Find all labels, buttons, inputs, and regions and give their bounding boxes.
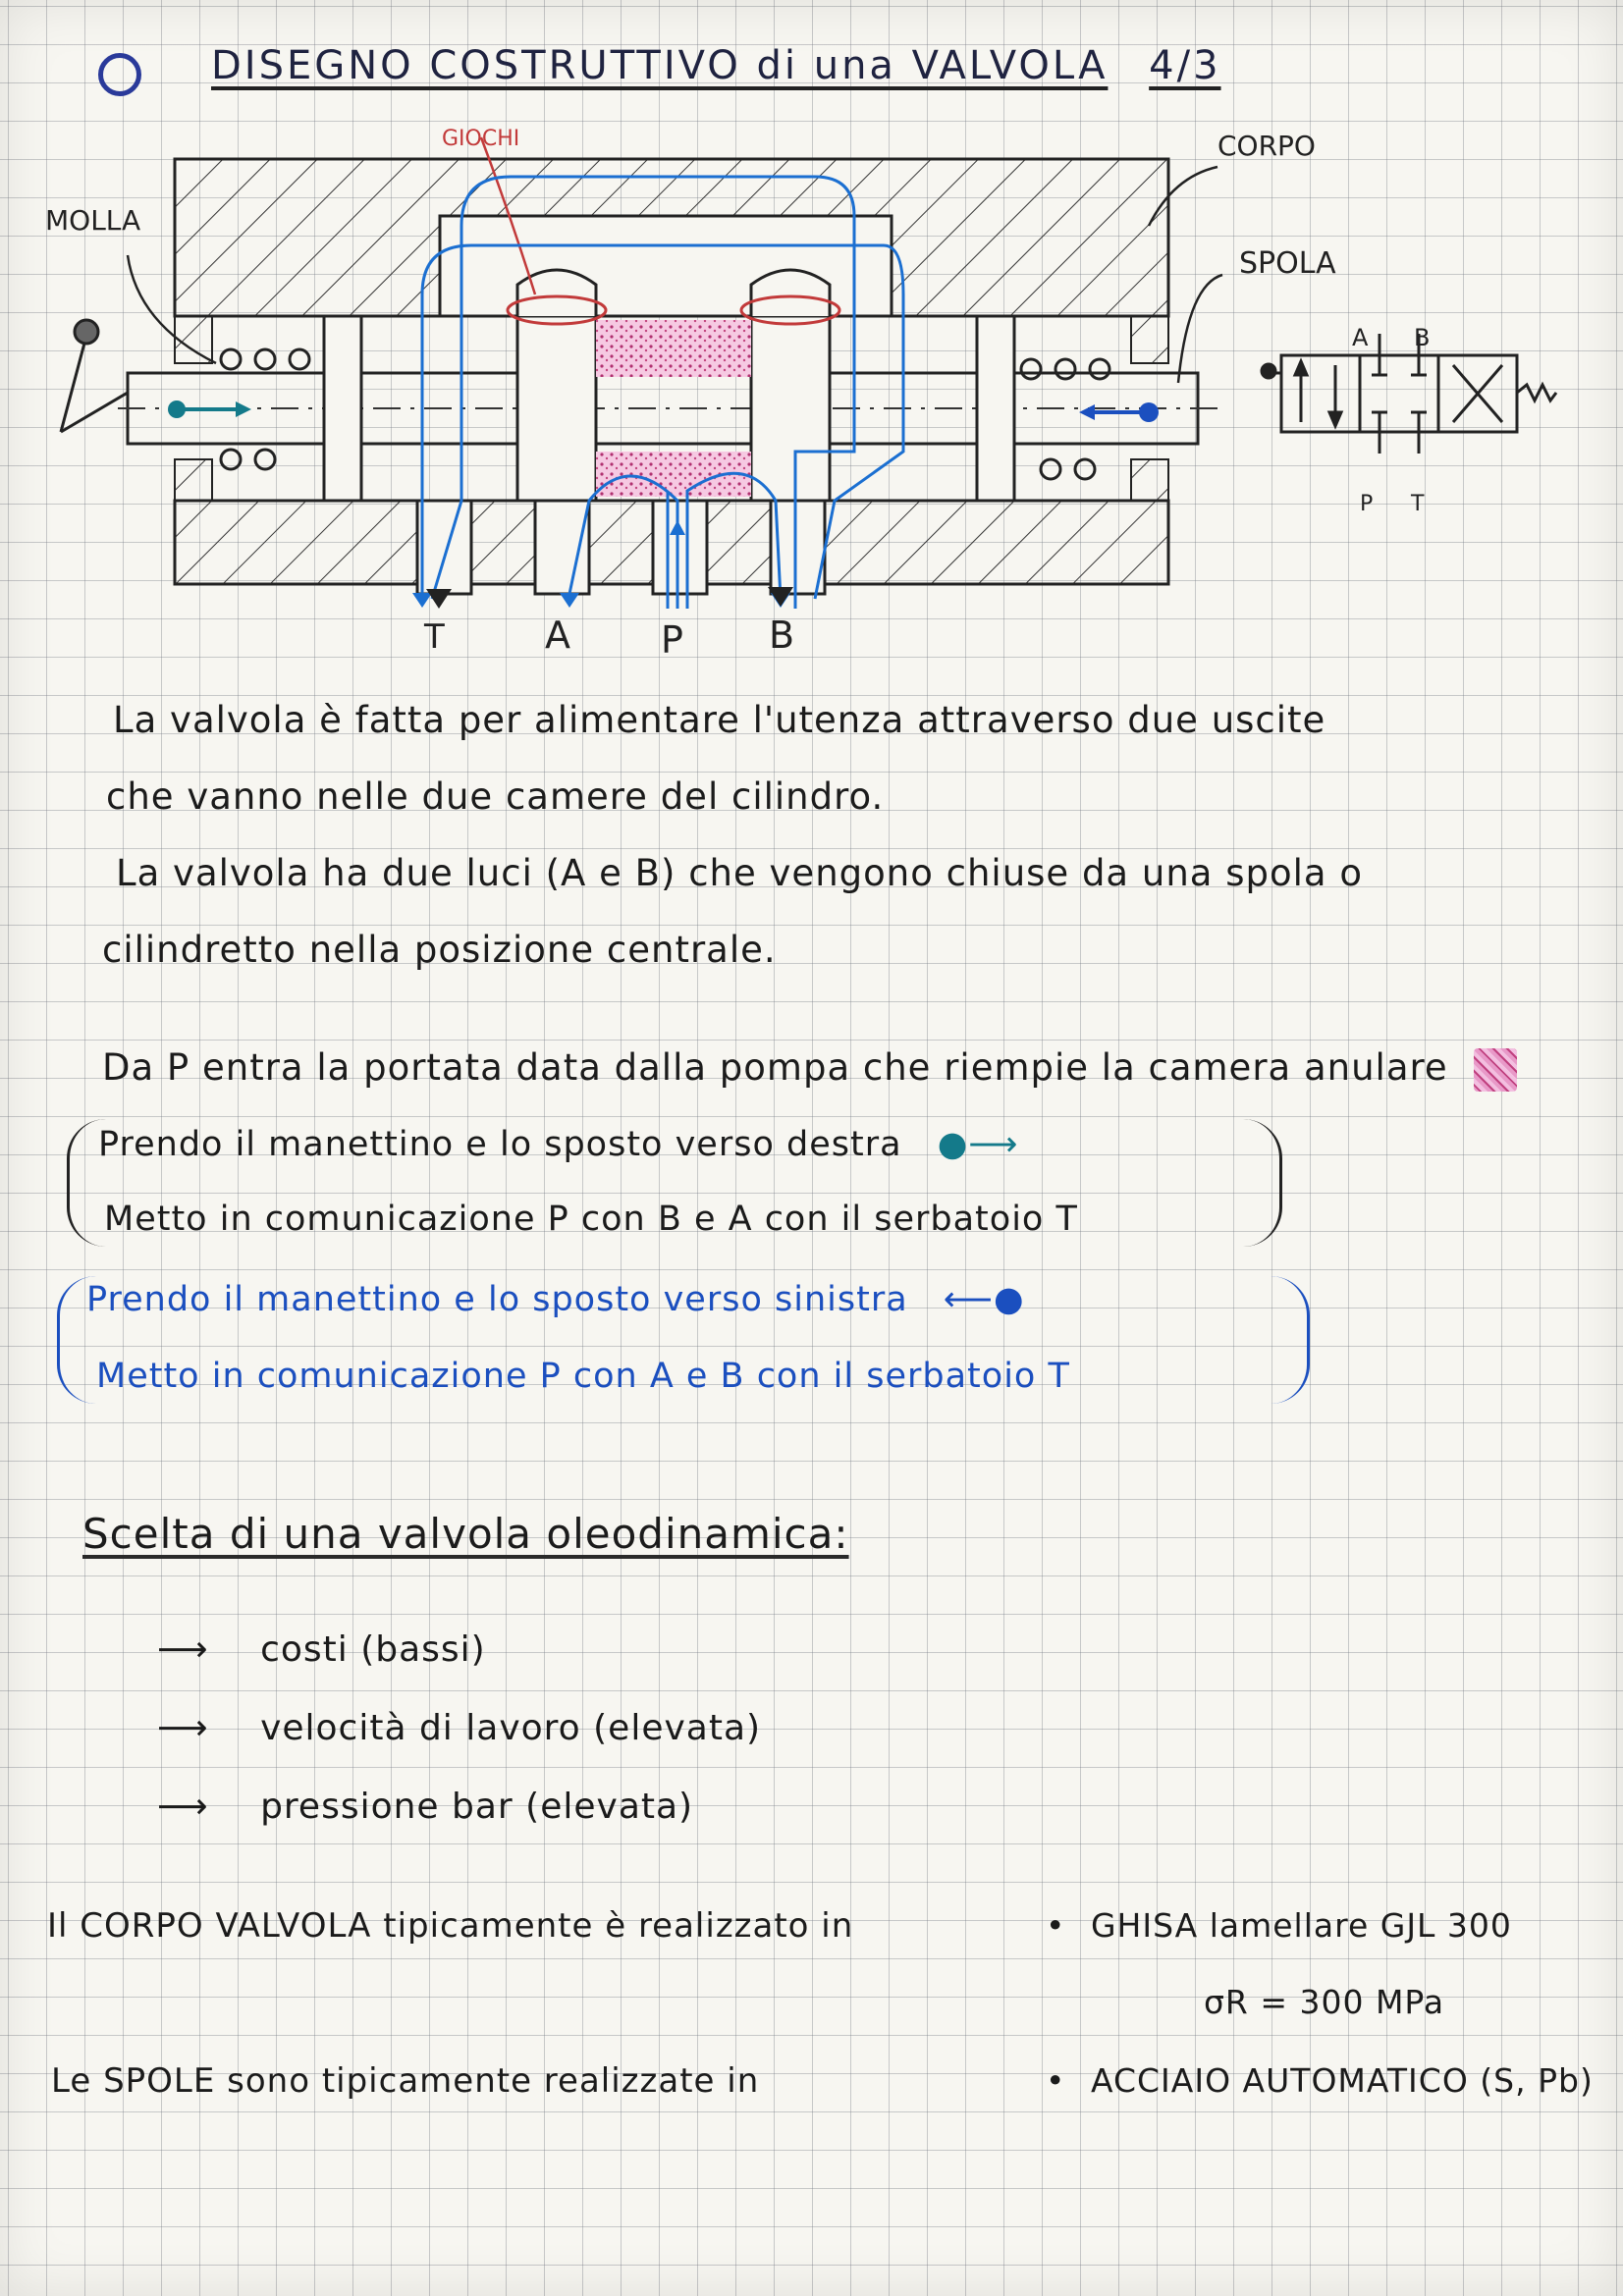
annular-chamber-top bbox=[596, 320, 751, 377]
label-corpo: CORPO bbox=[1217, 130, 1316, 162]
leader-spola bbox=[1178, 275, 1222, 383]
bullet-icon: • bbox=[1046, 2061, 1066, 2100]
iso-label-a: A bbox=[1352, 324, 1369, 351]
selection-item-2 bbox=[157, 1708, 761, 1748]
port-label-a: A bbox=[545, 614, 570, 657]
iso-label-t: T bbox=[1411, 492, 1425, 516]
selection-item-text: costi (bassi) bbox=[260, 1629, 486, 1670]
right-move-line-2: Metto in comunicazione P con B e A con il serbatoio T bbox=[104, 1200, 1078, 1239]
iso-label-b: B bbox=[1414, 324, 1431, 351]
land-cap-2 bbox=[751, 270, 830, 316]
spool-material-value bbox=[1046, 2061, 1594, 2100]
selection-item-text: velocità di lavoro (elevata) bbox=[260, 1708, 762, 1748]
flow-arrowheads-dark bbox=[426, 587, 793, 609]
paragraph-2-line-2: cilindretto nella posizione centrale. bbox=[102, 929, 777, 971]
iso-symbol bbox=[1262, 334, 1556, 454]
port-opening-p bbox=[653, 501, 707, 594]
left-move-line-1 bbox=[86, 1280, 1025, 1319]
selection-item-3 bbox=[157, 1787, 693, 1827]
paragraph-2-line-1: La valvola ha due luci (A e B) che vengono chiuse da una spola o bbox=[116, 852, 1363, 894]
end-block-left-bottom bbox=[175, 459, 212, 501]
paragraph-1-line-1: La valvola è fatta per alimentare l'utenza attraverso due uscite bbox=[113, 699, 1326, 741]
port-label-b: B bbox=[769, 614, 795, 657]
arrow-icon: ⟶ bbox=[157, 1708, 209, 1748]
paragraph-1-line-2: che vanno nelle due camere del cilindro. bbox=[106, 775, 885, 818]
spool-land-2 bbox=[517, 316, 596, 501]
left-move-text-1: Prendo il manettino e lo sposto verso sinistra bbox=[86, 1280, 908, 1319]
body-material-value bbox=[1046, 1906, 1512, 1945]
arrow-icon: ⟶ bbox=[157, 1629, 209, 1670]
end-block-right-bottom bbox=[1131, 459, 1168, 501]
page-title bbox=[211, 43, 1221, 88]
label-molla: MOLLA bbox=[45, 204, 141, 237]
annular-chamber-swatch bbox=[1474, 1048, 1517, 1092]
spool-land-4 bbox=[977, 316, 1014, 501]
bullet-icon: • bbox=[1046, 1906, 1066, 1945]
end-block-left-top bbox=[175, 316, 212, 363]
lever-handle bbox=[61, 320, 128, 432]
right-arrow-marker bbox=[168, 400, 251, 418]
title-fraction: 4/3 bbox=[1149, 43, 1221, 88]
selection-item-1 bbox=[157, 1629, 486, 1670]
port-opening-t bbox=[417, 501, 471, 594]
valve-diagram bbox=[0, 98, 1623, 667]
title-bullet-circle bbox=[98, 53, 141, 96]
end-block-right-top bbox=[1131, 316, 1168, 363]
paragraph-3-text: Da P entra la portata data dalla pompa che riempie la camera anulare bbox=[102, 1046, 1448, 1089]
body-material-sentence: Il CORPO VALVOLA tipicamente è realizzato in bbox=[47, 1906, 854, 1946]
right-arrow-icon: ●⟶ bbox=[937, 1125, 1019, 1164]
selection-item-text: pressione bar (elevata) bbox=[260, 1787, 694, 1827]
port-label-p: P bbox=[661, 618, 683, 662]
label-spola: SPOLA bbox=[1239, 246, 1336, 281]
port-label-t: T bbox=[424, 617, 445, 657]
spool-material-sentence: Le SPOLE sono tipicamente realizzate in bbox=[51, 2061, 760, 2101]
spool-land-3 bbox=[751, 316, 830, 501]
arrow-icon: ⟶ bbox=[157, 1787, 209, 1827]
spool-material-text: ACCIAIO AUTOMATICO (S, Pb) bbox=[1090, 2061, 1594, 2100]
title-text: DISEGNO COSTRUTTIVO di una VALVOLA bbox=[211, 43, 1109, 88]
right-move-text-1: Prendo il manettino e lo sposto verso destra bbox=[98, 1125, 902, 1164]
port-opening-a bbox=[535, 501, 589, 594]
body-strength: σR = 300 MPa bbox=[1204, 1983, 1445, 2021]
label-giochi: GIOCHI bbox=[442, 127, 520, 151]
spring-right bbox=[1021, 359, 1109, 479]
left-move-line-2: Metto in comunicazione P con A e B con il serbatoio T bbox=[96, 1357, 1070, 1396]
left-arrow-icon: ⟵● bbox=[943, 1280, 1025, 1319]
iso-label-p: P bbox=[1360, 492, 1374, 516]
selection-title: Scelta di una valvola oleodinamica: bbox=[82, 1510, 849, 1558]
paragraph-3-line-1 bbox=[102, 1046, 1517, 1092]
right-move-line-1 bbox=[98, 1125, 1018, 1164]
left-arrow-marker bbox=[1079, 402, 1159, 422]
spool-land-1 bbox=[324, 316, 361, 501]
body-material-text: GHISA lamellare GJL 300 bbox=[1090, 1906, 1512, 1945]
